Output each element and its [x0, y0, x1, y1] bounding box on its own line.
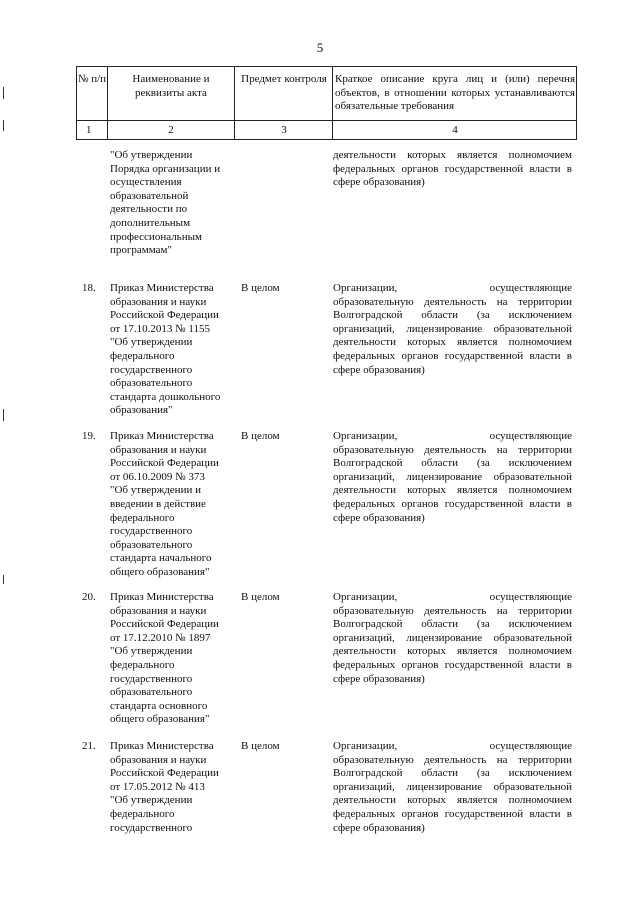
- row-act-name-line: стандарта начального: [110, 552, 212, 565]
- row-act-name-line: "Об утверждении: [110, 645, 193, 658]
- row-act-name: [110, 149, 235, 258]
- row-description: [333, 282, 572, 377]
- row-act-name-line: от 17.12.2010 № 1897: [110, 631, 211, 644]
- row-act-name-line: Российской Федерации: [110, 618, 219, 631]
- row-description-text: образовательную деятельность на территории Волгоградской области (за исключением организаций, лицензирование образовательной деятельности которых является полномочием федеральных органов государственной власти в сфере образования): [333, 443, 572, 524]
- row-act-name-line: "Об утверждении и: [110, 484, 201, 497]
- row-act-name-line: Российской Федерации: [110, 767, 219, 780]
- row-act-name-line: профессиональным: [110, 230, 202, 243]
- column-number-2: 2: [168, 124, 174, 136]
- row-description: [333, 430, 572, 525]
- row-act-name: [110, 740, 235, 835]
- scan-mark: [3, 575, 4, 584]
- row-act-name-line: образования и науки: [110, 295, 207, 308]
- row-description: [333, 591, 572, 686]
- row-act-name-line: федерального: [110, 807, 175, 820]
- column-number-4: 4: [452, 124, 458, 136]
- row-act-name-line: Порядка организации и: [110, 162, 221, 175]
- row-act-name-line: образования и науки: [110, 443, 207, 456]
- column-number-3: 3: [281, 124, 287, 136]
- row-number: 20.: [82, 591, 96, 603]
- header-description: Краткое описание круга лиц и (или) перечня объектов, в отношении которых устанавливаются обязательные требования: [335, 73, 575, 113]
- row-act-name: [110, 591, 235, 727]
- row-description-text: образовательную деятельность на территории Волгоградской области (за исключением организаций, лицензирование образовательной деятельности которых является полномочием федеральных органов государственной власти в сфере образования): [333, 753, 572, 834]
- row-act-name-line: осуществления: [110, 176, 182, 189]
- page-number: 5: [316, 40, 324, 55]
- column-number-1: 1: [86, 124, 92, 136]
- row-description-first-line: Организации, осуществляющие: [333, 740, 572, 752]
- row-description-text: образовательную деятельность на территории Волгоградской области (за исключением организаций, лицензирование образовательной деятельности которых является полномочием федеральных органов государственной власти в сфере образования): [333, 604, 572, 685]
- row-act-name-line: деятельности по: [110, 203, 188, 216]
- row-act-name-line: стандарта дошкольного: [110, 390, 221, 403]
- row-act-name-line: Приказ Министерства: [110, 430, 214, 442]
- row-act-name-line: дополнительным: [110, 216, 191, 229]
- scan-mark: [3, 409, 4, 421]
- row-act-name-line: Приказ Министерства: [110, 740, 214, 752]
- scan-mark: [3, 120, 4, 131]
- row-act-name-line: образовательной: [110, 189, 189, 202]
- header-divider: [77, 120, 576, 121]
- row-act-name-line: "Об утверждении: [110, 794, 193, 807]
- row-act-name-line: федерального: [110, 511, 175, 524]
- header-name: Наименование и реквизиты акта: [132, 73, 210, 99]
- row-description-first-line: Организации, осуществляющие: [333, 282, 572, 294]
- row-act-name-line: федерального: [110, 349, 175, 362]
- header-subject: Предмет контроля: [241, 73, 327, 85]
- row-description-first-line: Организации, осуществляющие: [333, 430, 572, 442]
- row-subject: В целом: [241, 591, 280, 603]
- row-description: [333, 740, 572, 835]
- row-act-name-line: образовательного: [110, 377, 193, 390]
- row-act-name-line: государственного: [110, 363, 193, 376]
- row-act-name-line: Приказ Министерства: [110, 591, 214, 603]
- row-act-name-line: стандарта основного: [110, 699, 208, 712]
- row-act-name-line: государственного: [110, 821, 193, 834]
- row-number: 18.: [82, 282, 96, 294]
- row-act-name-line: Российской Федерации: [110, 457, 219, 470]
- row-subject: В целом: [241, 430, 280, 442]
- table-top-border: [77, 66, 576, 67]
- row-act-name-line: общего образования": [110, 713, 210, 726]
- row-act-name: [110, 430, 235, 580]
- row-act-name-line: образовательного: [110, 686, 193, 699]
- row-number: 19.: [82, 430, 96, 442]
- row-act-name-line: образовательного: [110, 538, 193, 551]
- row-act-name-line: образования": [110, 404, 173, 417]
- row-act-name-line: государственного: [110, 672, 193, 685]
- row-description: [333, 149, 572, 190]
- header-col-divider-1: [107, 66, 108, 140]
- row-description-text: деятельности которых является полномочием федеральных органов государственной власти в сфере образования): [333, 149, 572, 189]
- scan-mark: [3, 87, 4, 99]
- column-numbers-divider: [77, 139, 576, 140]
- row-act-name-line: от 06.10.2009 № 373: [110, 470, 205, 483]
- row-act-name-line: от 17.10.2013 № 1155: [110, 322, 210, 335]
- row-act-name-line: Российской Федерации: [110, 309, 219, 322]
- header-col-divider-3: [332, 66, 333, 140]
- row-act-name-line: государственного: [110, 525, 193, 538]
- row-act-name-line: "Об утверждении: [110, 336, 193, 349]
- row-description-text: образовательную деятельность на территории Волгоградской области (за исключением организаций, лицензирование образовательной деятельности которых является полномочием федеральных органов государственной власти в сфере образования): [333, 295, 572, 376]
- row-subject: В целом: [241, 282, 280, 294]
- row-act-name-line: образования и науки: [110, 753, 207, 766]
- row-subject: В целом: [241, 740, 280, 752]
- row-act-name: [110, 282, 235, 418]
- row-act-name-line: от 17.05.2012 № 413: [110, 780, 205, 793]
- row-act-name-line: введении в действие: [110, 497, 206, 510]
- row-act-name-line: Приказ Министерства: [110, 282, 214, 294]
- row-act-name-line: федерального: [110, 658, 175, 671]
- row-act-name-line: образования и науки: [110, 604, 207, 617]
- row-number: 21.: [82, 740, 96, 752]
- row-act-name-line: общего образования": [110, 565, 210, 578]
- row-act-name-line: программам": [110, 244, 172, 257]
- row-act-name-line: "Об утверждении: [110, 149, 193, 161]
- header-num: № п/п: [77, 73, 107, 85]
- row-description-first-line: Организации, осуществляющие: [333, 591, 572, 603]
- header-col-divider-2: [234, 66, 235, 140]
- header-right-border: [576, 66, 577, 140]
